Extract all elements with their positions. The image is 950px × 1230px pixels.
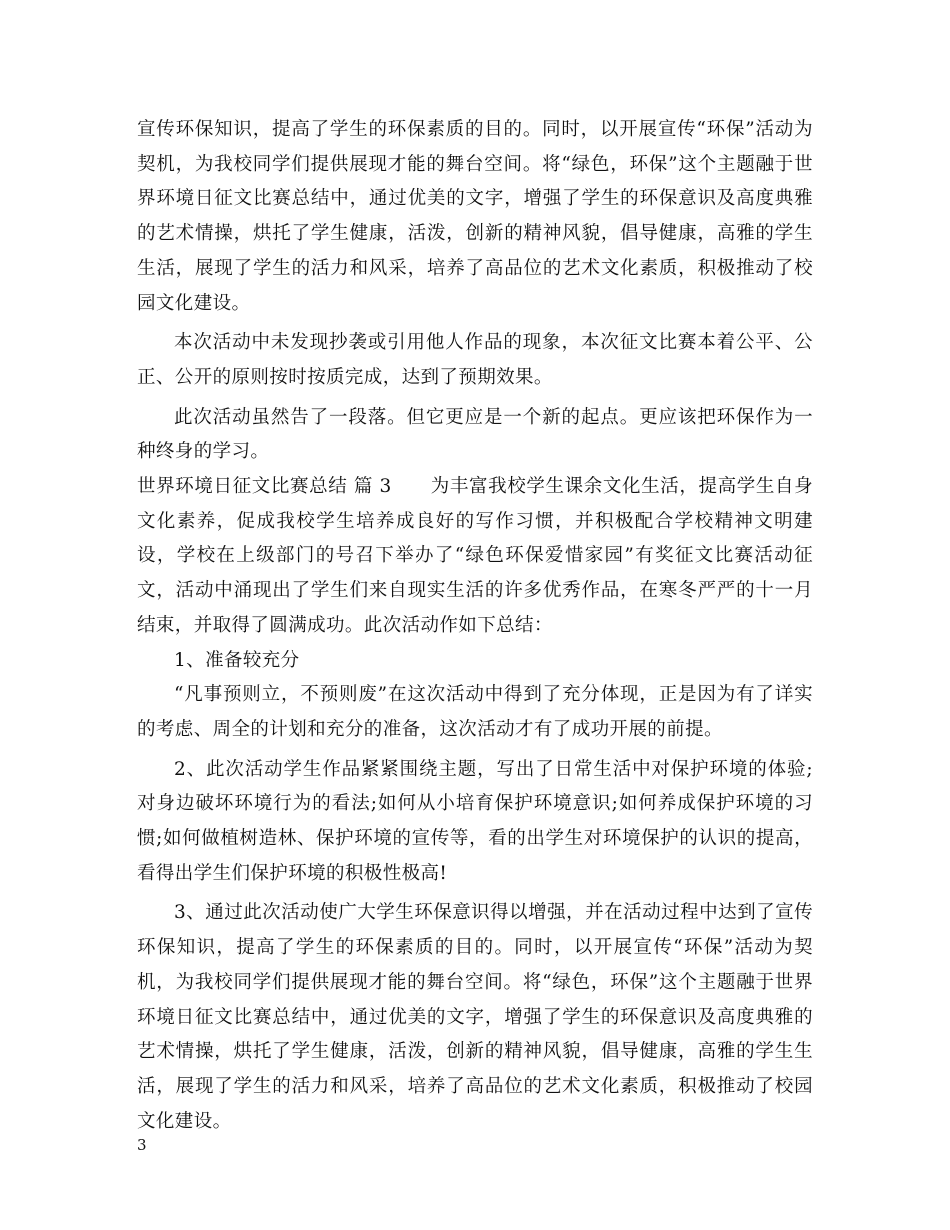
section-gap <box>392 476 431 497</box>
paragraph-text: 本次活动中未发现抄袭或引用他人作品的现象，本次征文比赛本着公平、公正、公开的原则按时按质完成，达到了预期效果。 <box>137 332 813 388</box>
paragraph-text: 3、通过此次活动使广大学生环保意识得以增强，并在活动过程中达到了宣传环保知识，提高了学生的环保素质的目的。同时，以开展宣传“环保”活动为契机，为我校同学们提供展现才能的舞台空间。将“绿色，环保”这个主题融于世界环境日征文比赛总结中，通过优美的文字，增强了学生的环保意识及高度典雅的艺术情操，烘托了学生健康，活泼，创新的精神风貌，倡导健康，高雅的学生生活，展现了学生的活力和风采，培养了高品位的艺术文化素质，积极推动了校园文化建设。 <box>137 902 813 1132</box>
paragraph-section-3 <box>137 470 813 644</box>
section-heading: 世界环境日征文比赛总结 篇 3 <box>137 476 392 498</box>
paragraph-text: 2、此次活动学生作品紧紧围绕主题，写出了日常生活中对保护环境的体验;对身边破坏环境行为的看法;如何从小培育保护环境意识;如何养成保护环境的习惯;如何做植树造林、保护环境的宣传等，看的出学生对环境保护的认识的提高，看得出学生们保护环境的积极性极高! <box>137 758 813 884</box>
paragraph-item-1-heading <box>137 644 813 679</box>
paragraph-text: 为丰富我校学生课余文化生活，提高学生自身文化素养，促成我校学生培养成良好的写作习惯，并积极配合学校精神文明建设，学校在上级部门的号召下举办了“绿色环保爱惜家园”有奖征文比赛活动征文，活动中涌现出了学生们来自现实生活的许多优秀作品，在寒冬严严的十一月结束，并取得了圆满成功。此次活动作如下总结： <box>137 476 813 636</box>
paragraph-new-start <box>137 401 813 470</box>
paragraph-text: 1、准备较充分 <box>174 649 300 671</box>
paragraph-text: 此次活动虽然告了一段落。但它更应是一个新的起点。更应该把环保作为一种终身的学习。 <box>137 406 813 463</box>
paragraph-continued: 宣传环保知识，提高了学生的环保素质的目的。同时，以开展宣传“环保”活动为契机，为我校同学们提供展现才能的舞台空间。将“绿色，环保”这个主题融于世界环境日征文比赛总结中，通过优美的文字，增强了学生的环保意识及高度典雅的艺术情操，烘托了学生健康，活泼，创新的精神风貌，倡导健康，高雅的学生生活，展现了学生的活力和风采，培养了高品位的艺术文化素质，积极推动了校园文化建设。 <box>137 119 813 314</box>
paragraph-plagiarism-note <box>137 326 813 395</box>
paragraph-item-2 <box>137 753 813 892</box>
document-body <box>137 113 813 1139</box>
page-number: 3 <box>137 1136 147 1154</box>
paragraph-text: “凡事预则立，不预则废”在这次活动中得到了充分体现，正是因为有了详实的考虑、周全的计划和充分的准备，这次活动才有了成功开展的前提。 <box>137 684 813 740</box>
paragraph-item-1-body <box>137 678 813 747</box>
paragraph-item-3 <box>137 896 813 1139</box>
